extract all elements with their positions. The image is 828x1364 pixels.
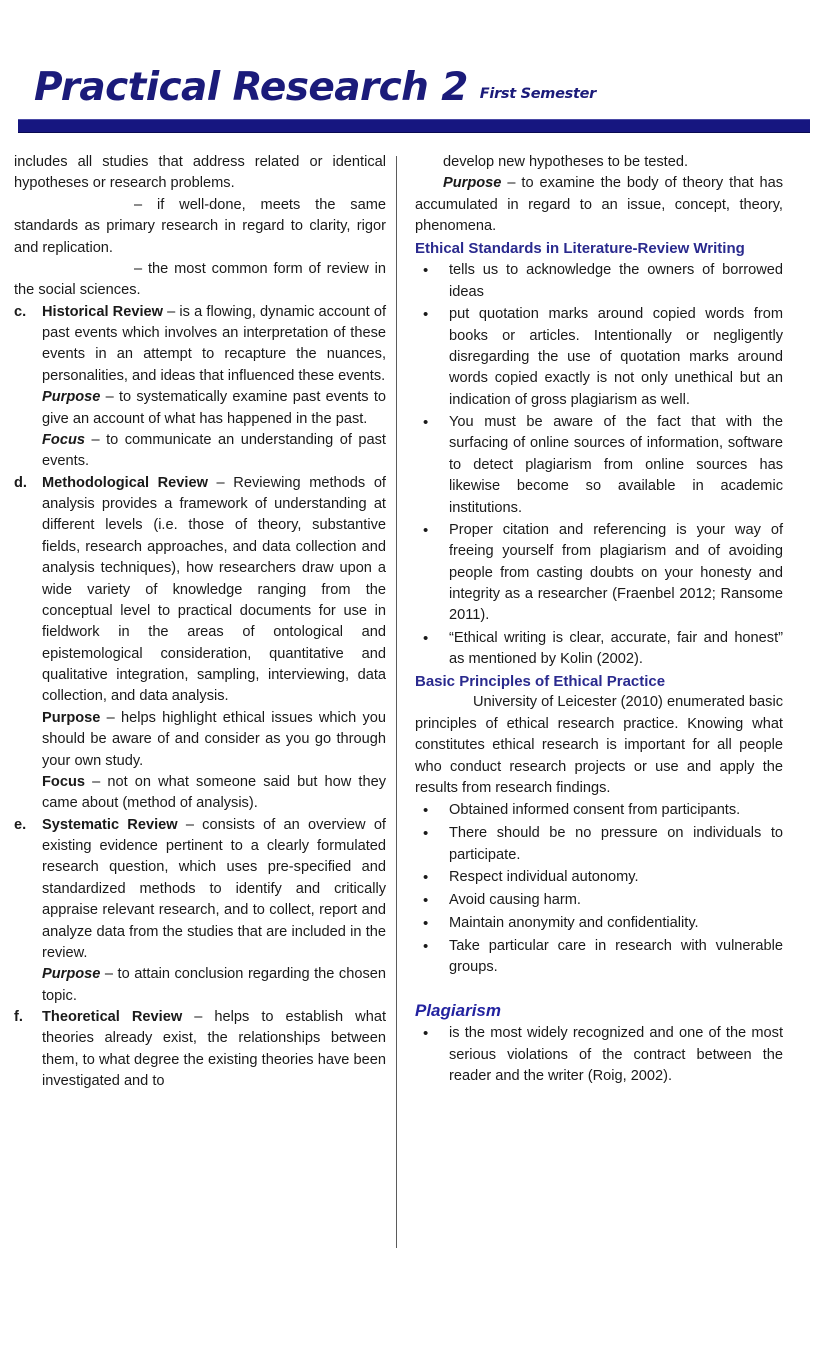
bullet-text: Avoid causing harm. [449, 891, 581, 908]
term-paragraph [42, 1007, 386, 1093]
note-label: Purpose [42, 966, 101, 983]
list-item [14, 1007, 386, 1093]
note-focus-methodological [42, 772, 386, 815]
term-paragraph [42, 302, 386, 388]
list-item [14, 302, 386, 388]
bullet-icon: • [423, 1025, 429, 1043]
bullet-icon: • [423, 262, 429, 280]
bullet-icon: • [423, 521, 429, 539]
note-purpose-historical [42, 387, 386, 430]
list-item [415, 936, 783, 979]
note-text: – to communicate an understanding of past events. [42, 431, 386, 470]
bullet-text: “Ethical writing is clear, accurate, fair and honest” as mentioned by Kolin (2002). [449, 629, 783, 668]
heading-basic-principles: Basic Principles of Ethical Practice [415, 672, 666, 690]
term-methodological-review: Methodological Review [42, 474, 208, 491]
list-item [415, 304, 783, 411]
term-definition: – Reviewing methods of analysis provides a framework of understanding at different levels (i.e. those of theory, substantive fields, research approaches, and data collection and analysis techniques), how researchers draw upon a wide variety of knowledge ranging from the conceptual level to practical documents for use in fieldwork in the areas of ontological and epistemological consideration, quantitative and qualitative integration, sampling, interviewing, data collection, and data analysis. [42, 474, 386, 705]
list-body-d [42, 473, 386, 708]
term-theoretical-review: Theoretical Review [42, 1009, 183, 1025]
left-column [0, 152, 396, 1248]
bullet-icon: • [423, 825, 429, 843]
list-item [415, 867, 783, 889]
note-purpose-theoretical [415, 173, 783, 237]
note-text: – helps highlight ethical issues which you should be aware of and consider as you go through your own study. [42, 709, 386, 769]
list-marker-c: c. [14, 303, 27, 320]
bullet-text: put quotation marks around copied words from books or articles. Intentionally or negligently disregarding the use of quotation marks around words copied exactly is not only unethical but an indication of gross plagiarism as well. [449, 306, 783, 408]
left-dash-item-1: – if well-done, meets the same standards as primary research in regard to clarity, rigor and replication. [14, 196, 386, 256]
term-paragraph [42, 473, 386, 708]
note-label: Focus [42, 431, 85, 448]
bullet-icon: • [423, 306, 429, 324]
right-continuation-paragraph: develop new hypotheses to be tested. [443, 154, 689, 170]
list-marker-d: d. [14, 474, 27, 491]
note-label: Purpose [42, 389, 101, 406]
list-marker-e: e. [14, 816, 27, 833]
list-item [415, 890, 783, 912]
bullet-icon: • [423, 802, 429, 820]
header-accent-bar [18, 119, 810, 133]
bullet-text: Take particular care in research with vulnerable groups. [449, 937, 783, 976]
note-text: – not on what someone said but how they came about (method of analysis). [42, 773, 386, 812]
list-item [415, 913, 783, 935]
bullet-icon: • [423, 891, 429, 909]
note-purpose-systematic [42, 964, 386, 1007]
note-label: Focus [42, 773, 85, 790]
bullet-icon: • [423, 937, 429, 955]
bullet-text: is the most widely recognized and one of the most serious violations of the contract between the reader and the writer (Roig, 2002). [449, 1025, 783, 1085]
title-row [34, 65, 806, 110]
list-body-f [42, 1007, 386, 1093]
section-spacer [415, 979, 783, 999]
term-historical-review: Historical Review [42, 303, 163, 320]
list-item [14, 473, 386, 708]
note-text: – to examine the body of theory that has accumulated in regard to an issue, concept, theory, phenomena. [415, 175, 783, 235]
list-marker-f: f. [14, 1009, 23, 1025]
heading-plagiarism: Plagiarism [415, 1000, 501, 1020]
list-item [415, 520, 783, 627]
bullet-icon: • [423, 869, 429, 886]
left-dash-item-2: – the most common form of review in the social sciences. [14, 260, 386, 299]
term-systematic-review: Systematic Review [42, 816, 178, 833]
list-item [415, 1023, 783, 1087]
list-item [415, 823, 783, 866]
bullet-icon: • [423, 629, 429, 647]
note-label: Purpose [443, 175, 502, 192]
two-column-body [0, 152, 828, 1248]
page-title: Practical Research 2 [34, 65, 468, 110]
page-header [0, 0, 828, 110]
term-paragraph [42, 815, 386, 965]
page-subtitle: First Semester [479, 86, 597, 102]
term-definition: – is a flowing, dynamic account of past events which involves an interpretation of these events in an attempt to recapture the nuances, personalities, and ideas that influenced these events. [42, 303, 386, 384]
left-intro-paragraph: includes all studies that address related or identical hypotheses or research problems. [14, 154, 386, 192]
list-item [415, 412, 783, 519]
note-focus-historical [42, 430, 386, 473]
bullet-text: There should be no pressure on individuals to participate. [449, 825, 783, 863]
basic-principles-paragraph: University of Leicester (2010) enumerated basic principles of ethical research practice. Knowing what constitutes ethical research is important for all people who conduct research projects or use and apply the results from research findings. [415, 694, 783, 796]
bullet-icon: • [423, 414, 429, 432]
bullet-text: You must be aware of the fact that with the surfacing of online sources of information, software to detect plagiarism from online sources has likewise become so available in academic institutions. [449, 414, 783, 516]
bullet-icon: • [423, 914, 429, 932]
term-definition: – helps to establish what theories already exist, the relationships between them, to what degree the existing theories have been investigated and to [42, 1009, 386, 1090]
heading-ethical-standards: Ethical Standards in Literature-Review Writing [415, 239, 745, 257]
term-definition: – consists of an overview of existing evidence pertinent to a clearly formulated research question, which uses pre-specified and standardized methods to identify and critically appraise relevant research, and to collect, report and analyze data from the studies that are included in the review. [42, 816, 386, 961]
list-item [415, 628, 783, 671]
bullet-text: tells us to acknowledge the owners of borrowed ideas [449, 262, 783, 300]
list-item [415, 260, 783, 303]
bullet-text: Proper citation and referencing is your way of freeing yourself from plagiarism and of avoiding people from casting doubts on your honesty and integrity as a researcher (Fraenbel 2012; Ransome 2011). [449, 521, 783, 624]
note-purpose-methodological [42, 708, 386, 772]
bullet-text: Maintain anonymity and confidentiality. [449, 914, 699, 931]
note-text: – to attain conclusion regarding the chosen topic. [42, 966, 386, 1004]
bullet-text: Obtained informed consent from participants. [449, 802, 741, 819]
note-label: Purpose [42, 709, 101, 726]
list-body-c [42, 302, 386, 388]
list-item [14, 815, 386, 965]
right-column [397, 152, 797, 1248]
note-text: – to systematically examine past events to give an account of what has happened in the past. [42, 389, 386, 427]
list-body-e [42, 815, 386, 965]
bullet-text: Respect individual autonomy. [449, 869, 639, 885]
list-item [415, 800, 783, 822]
